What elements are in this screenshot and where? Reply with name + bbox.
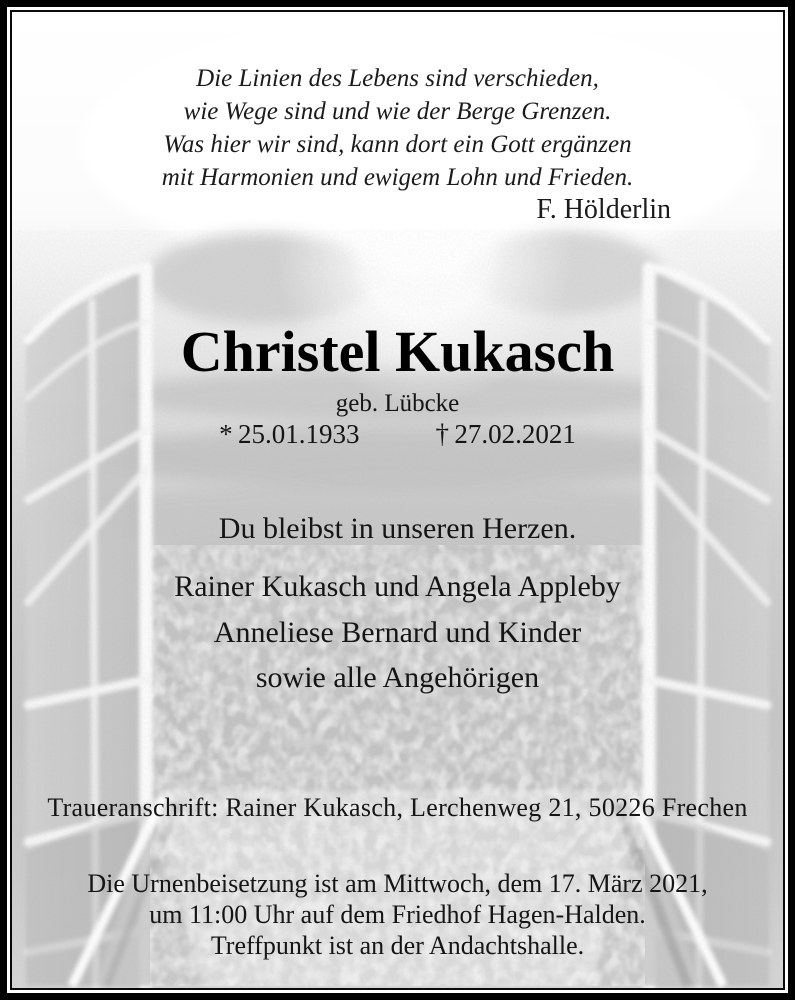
funeral-line: um 11:00 Uhr auf dem Friedhof Hagen-Halden. [149, 900, 646, 929]
life-dates [12, 419, 783, 450]
poem-line: Die Linien des Lebens sind verschieden, [196, 65, 599, 92]
birth-name: geb. Lübcke [335, 390, 460, 417]
poem-attribution: F. Hölderlin [536, 194, 671, 225]
farewell-line: Du bleibst in unseren Herzen. [218, 512, 577, 545]
poem-line: Was hier wir sind, kann dort ein Gott ergänzen [163, 131, 632, 158]
death-date-value: 27.02.2021 [454, 419, 576, 449]
birth-date [219, 419, 359, 450]
birth-star-symbol: * [219, 419, 233, 449]
death-date [436, 419, 576, 450]
mourner-line: Anneliese Bernard und Kinder [213, 616, 582, 649]
death-cross-symbol: † [435, 419, 449, 449]
poem-line: mit Harmonien und ewigem Lohn und Frieden. [161, 164, 634, 191]
mourner-line: sowie alle Angehörigen [255, 661, 540, 694]
condolence-address: Traueranschrift: Rainer Kukasch, Lerchenweg 21, 50226 Frechen [47, 793, 748, 822]
poem-line: wie Wege sind und wie der Berge Grenzen. [183, 98, 612, 125]
deceased-name: Christel Kukasch [180, 319, 615, 384]
inner-border-frame [10, 10, 785, 990]
funeral-line: Treffpunkt ist an der Andachtshalle. [210, 931, 585, 960]
mourner-line: Rainer Kukasch und Angela Appleby [174, 570, 621, 603]
poem-block [12, 62, 783, 194]
funeral-line: Die Urnenbeisetzung ist am Mittwoch, dem 17. März 2021, [87, 869, 708, 898]
funeral-announcement [12, 868, 783, 961]
birth-date-value: 25.01.1933 [238, 419, 360, 449]
